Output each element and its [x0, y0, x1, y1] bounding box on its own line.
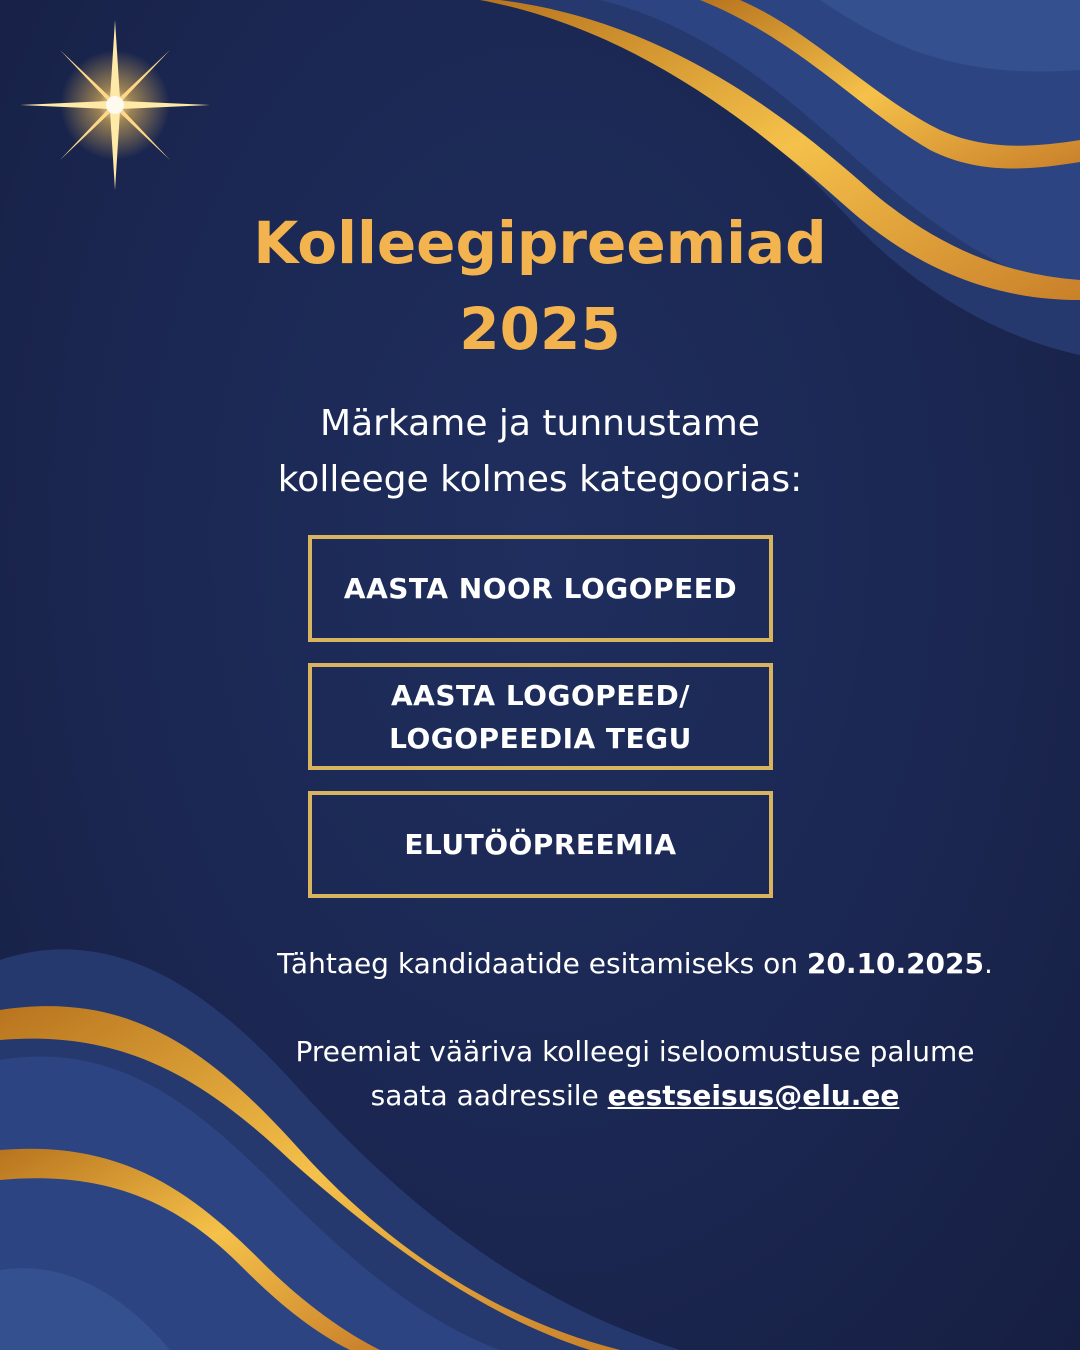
email-link[interactable]: eestseisus@elu.ee [607, 1079, 900, 1112]
category-label: AASTA NOOR LOGOPEED [343, 572, 738, 605]
intro-line-2: kolleege kolmes kategoorias: [277, 459, 803, 500]
category-box-lifetime-award [308, 791, 773, 898]
category-label: AASTA LOGOPEED/ [390, 678, 691, 712]
submission-line-2 [240, 1074, 1030, 1118]
submission-text [240, 1030, 1030, 1118]
title-line-1: Kolleegipreemiad [253, 209, 827, 277]
category-label: ELUTÖÖPREEMIA [404, 828, 677, 861]
category-label: LOGOPEEDIA TEGU [389, 721, 692, 755]
sparkle-icon [20, 20, 210, 190]
intro-text [0, 396, 1080, 508]
page-title [0, 200, 1080, 372]
deadline-text [240, 942, 1030, 986]
deadline-suffix: . [984, 947, 993, 980]
intro-line-1: Märkame ja tunnustame [320, 403, 760, 444]
submission-line-1: Preemiat vääriva kolleegi iseloomustuse palume [295, 1035, 975, 1068]
bottom-left-wave [0, 949, 680, 1350]
category-box-speech-therapist-of-year [308, 663, 773, 770]
deadline-date: 20.10.2025 [806, 947, 985, 980]
submission-prefix: saata aadressile [370, 1079, 608, 1112]
category-box-young-speech-therapist [308, 535, 773, 642]
title-line-2: 2025 [459, 295, 621, 363]
deadline-prefix: Tähtaeg kandidaatide esitamiseks on [277, 947, 807, 980]
